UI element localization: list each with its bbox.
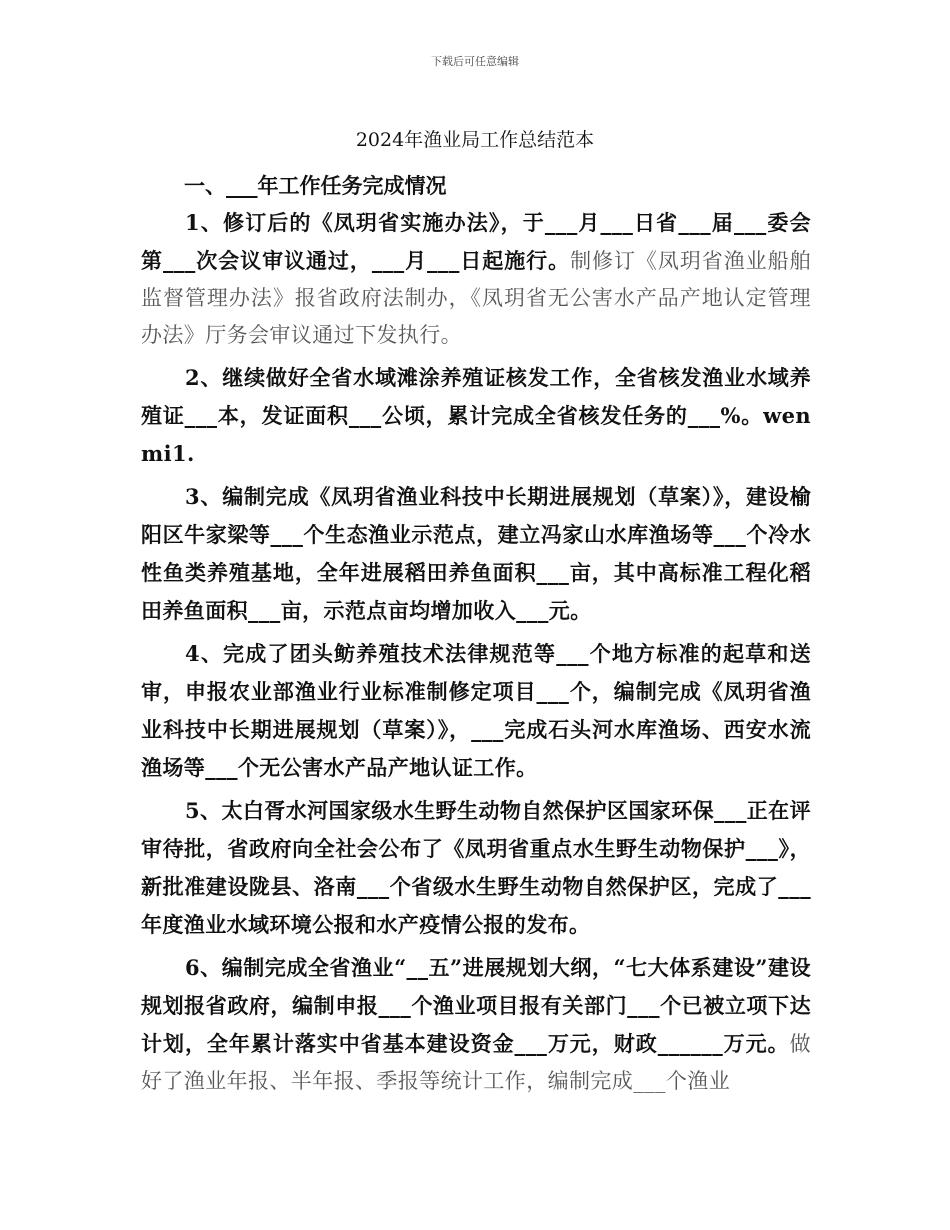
paragraph-6-bold-text: 6、编制完成全省渔业“__五”进展规划大纲，“七大体系建设”建设规划报省政府，编制申报___个渔业项目报有关部门___个已被立项下达计划，全年累计落实中省基本建设资金___万元，财政______万元。 xyxy=(141,955,811,1056)
paragraph-3 xyxy=(141,478,811,630)
paragraph-4-bold-text: 4、完成了团头鲂养殖技术法律规范等___个地方标准的起草和送审，申报农业部渔业行业标准制修定项目___个，编制完成《凤玥省渔业科技中长期进展规划（草案）》，___完成石头河水库渔场、西安水流渔场等___个无公害水产品产地认证工作。 xyxy=(141,641,811,780)
paragraph-3-bold-text: 3、编制完成《凤玥省渔业科技中长期进展规划（草案）》，建设榆阳区牛家梁等___个生态渔业示范点，建立冯家山水库渔场等___个冷水性鱼类养殖基地，全年进展稻田养鱼面积___亩，其中高标准工程化稻田养鱼面积___亩，示范点亩均增加收入___元。 xyxy=(141,484,811,623)
paragraph-1 xyxy=(141,204,811,354)
paragraph-5-bold-text: 5、太白胥水河国家级水生野生动物自然保护区国家环保___正在评审待批，省政府向全社会公布了《凤玥省重点水生野生动物保护___》，新批准建设陇县、洛南___个省级水生野生动物自然保护区，完成了___年度渔业水域环境公报和水产疫情公报的发布。 xyxy=(141,798,811,937)
paragraph-5 xyxy=(141,792,811,944)
header-note: 下载后可任意编辑 xyxy=(431,55,519,68)
paragraph-6 xyxy=(141,949,811,1100)
paragraph-2 xyxy=(141,359,811,473)
document-body xyxy=(141,204,811,1105)
paragraph-6-plain-text: 做好了渔业年报、半年报、季报等统计工作，编制完成___个渔业 xyxy=(141,1032,811,1093)
paragraph-1-bold-text: 1、修订后的《凤玥省实施办法》，于___月___日省___届___委会第___次会议审议通过，___月___日起施行。 xyxy=(141,210,811,273)
paragraph-2-bold-text: 2、继续做好全省水域滩涂养殖证核发工作，全省核发渔业水域养殖证___本，发证面积___公顷，累计完成全省核发任务的___%。wenmi1. xyxy=(141,365,811,466)
document-title: 2024年渔业局工作总结范本 xyxy=(355,129,595,151)
section-heading: 一、___年工作任务完成情况 xyxy=(184,173,447,198)
paragraph-4 xyxy=(141,635,811,787)
paragraph-1-plain-text: 制修订《凤玥省渔业船舶监督管理办法》报省政府法制办，《凤玥省无公害水产品产地认定管理办法》厅务会审议通过下发执行。 xyxy=(141,249,811,347)
